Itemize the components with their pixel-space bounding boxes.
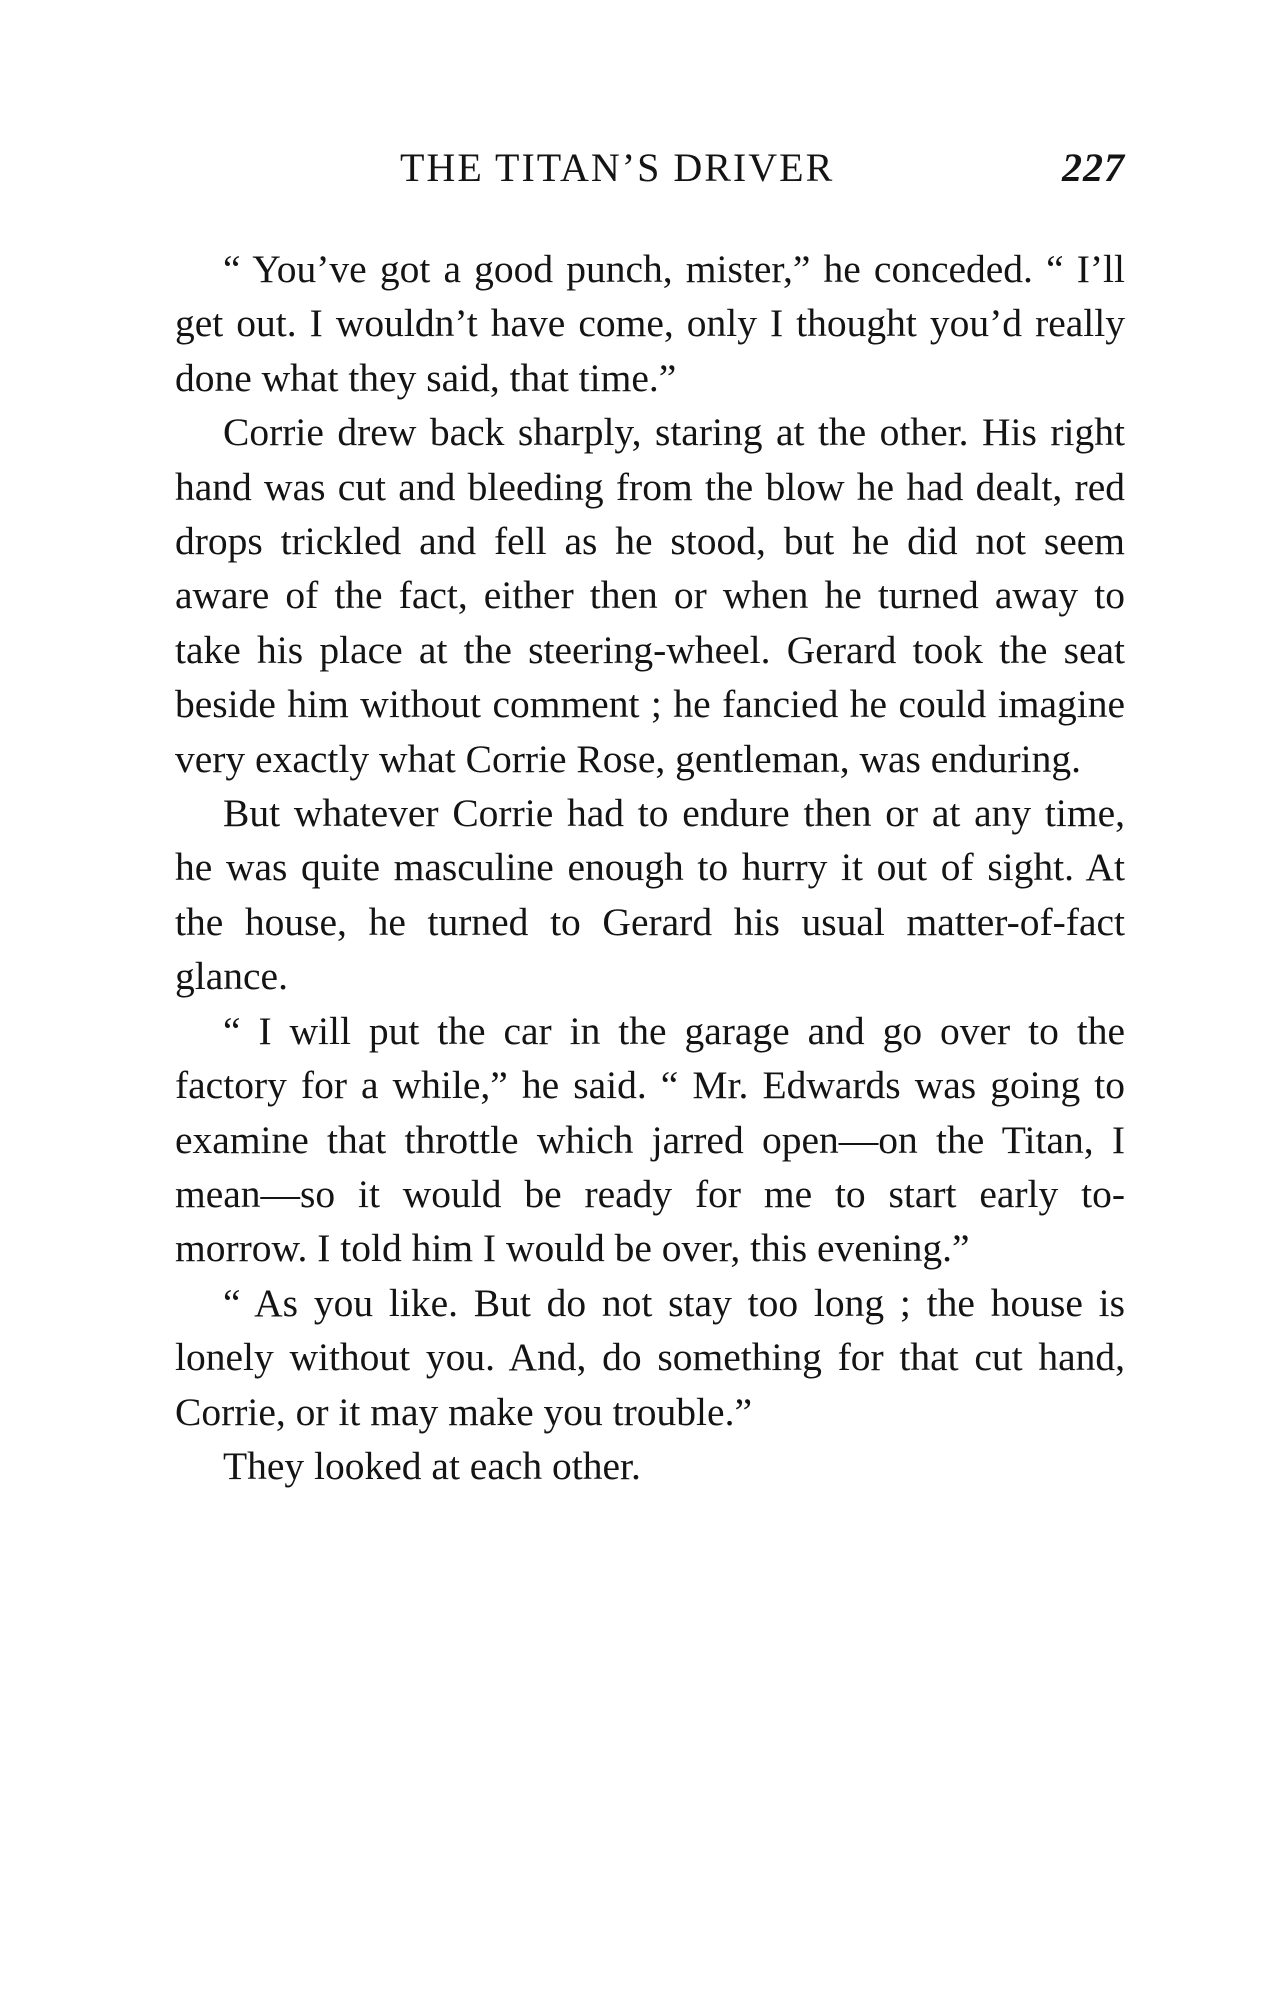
running-title: THE TITAN’S DRIVER <box>400 145 835 190</box>
body-text <box>175 242 1125 1493</box>
paragraph: Corrie drew back sharply, staring at the other. His right hand was cut and bleeding from the blow he had dealt, red drops trickled and fell as he stood, but he did not seem aware of the fact, either then or when he turned away to take his place at the steering-wheel. Gerard took the seat beside him without comment ; he fancied he could imagine very exactly what Corrie Rose, gentleman, was enduring. <box>175 410 1125 781</box>
running-header <box>175 143 1125 193</box>
paragraph: They looked at each other. <box>223 1443 641 1488</box>
paragraph: But whatever Corrie had to endure then or at any time, he was quite masculine enough to hurry it out of sight. At the house, he turned to Gerard his usual matter-of-fact glance. <box>175 791 1125 999</box>
book-page <box>175 0 1125 1998</box>
paragraph: “ I will put the car in the garage and go over to the factory for a while,” he said. “ Mr. Edwards was going to examine that throttle which jarred open—on the Titan, I mean—so it would be ready for me to start early to-morrow. I told him I would be over, this evening.” <box>175 1008 1125 1271</box>
paragraph: “ As you like. But do not stay too long ; the house is lonely without you. And, do something for that cut hand, Corrie, or it may make you trouble.” <box>175 1280 1125 1434</box>
paragraph: “ You’ve got a good punch, mister,” he conceded. “ I’ll get out. I wouldn’t have come, only I thought you’d really done what they said, that time.” <box>175 247 1125 400</box>
page-number: 227 <box>1062 145 1125 190</box>
